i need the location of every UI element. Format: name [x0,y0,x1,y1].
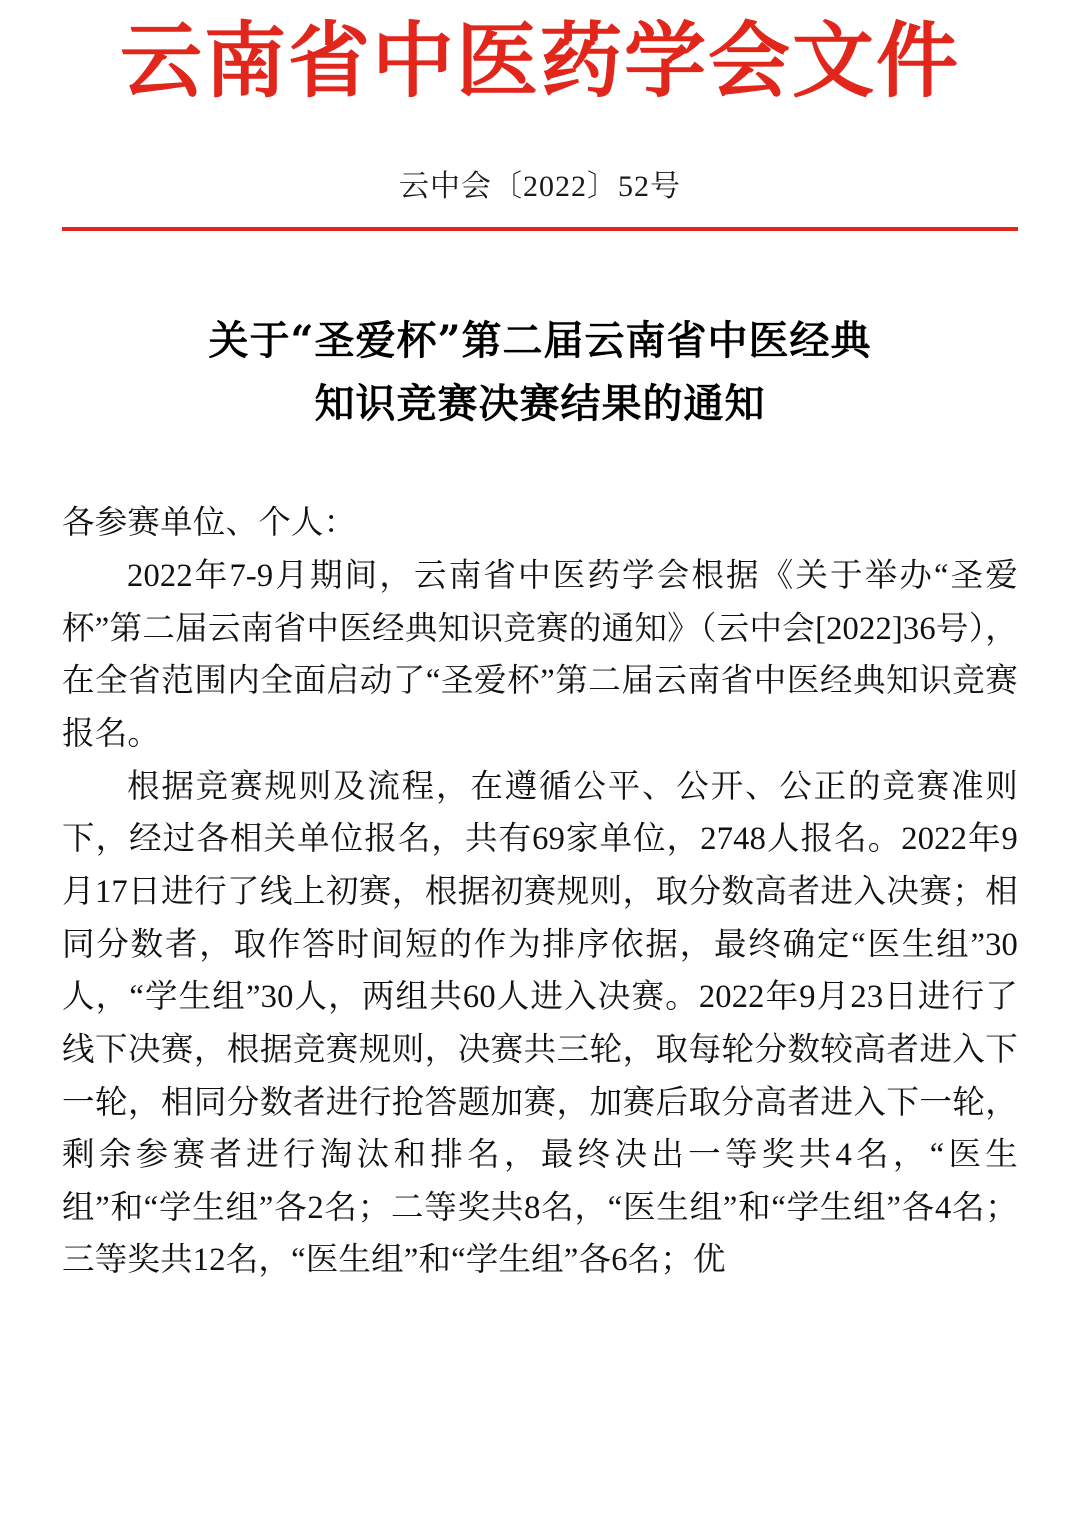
organization-title: 云南省中医药学会文件 [119,13,960,109]
body-paragraph-1: 2022年7-9月期间，云南省中医药学会根据《关于举办“圣爱杯”第二届云南省中医经典知识竞赛的通知》（云中会[2022]36号），在全省范围内全面启动了“圣爱杯”第二届云南省中医经典知识竞赛报名。 [62,558,1018,753]
body-paragraph-2: 根据竞赛规则及流程，在遵循公平、公开、公正的竞赛准则下，经过各相关单位报名，共有69家单位，2748人报名。2022年9月17日进行了线上初赛，根据初赛规则，取分数高者进入决赛；相同分数者，取作答时间短的作为排序依据，最终确定“医生组”30人，“学生组”30人，两组共60人进入决赛。2022年9月23日进行了线下决赛，根据竞赛规则，决赛共三轮，取每轮分数较高者进入下一轮，相同分数者进行抢答题加赛，加赛后取分高者进入下一轮，剩余参赛者进行淘汰和排名，最终决出一等奖共4名，“医生组”和“学生组”各2名；二等奖共8名，“医生组”和“学生组”各4名；三等奖共12名，“医生组”和“学生组”各6名；优 [62,768,1018,1279]
salutation: 各参赛单位、个人： [62,505,357,542]
page-title-line-2: 知识竞赛决赛结果的通知 [314,380,766,428]
page-title-line-1: 关于“圣爱杯”第二届云南省中医经典 [208,317,872,365]
document-number: 云中会〔2022〕52号 [399,170,681,204]
page-title [62,309,1018,435]
red-divider-rule [62,227,1018,231]
document-body [62,497,1018,1287]
letterhead [62,0,1018,231]
